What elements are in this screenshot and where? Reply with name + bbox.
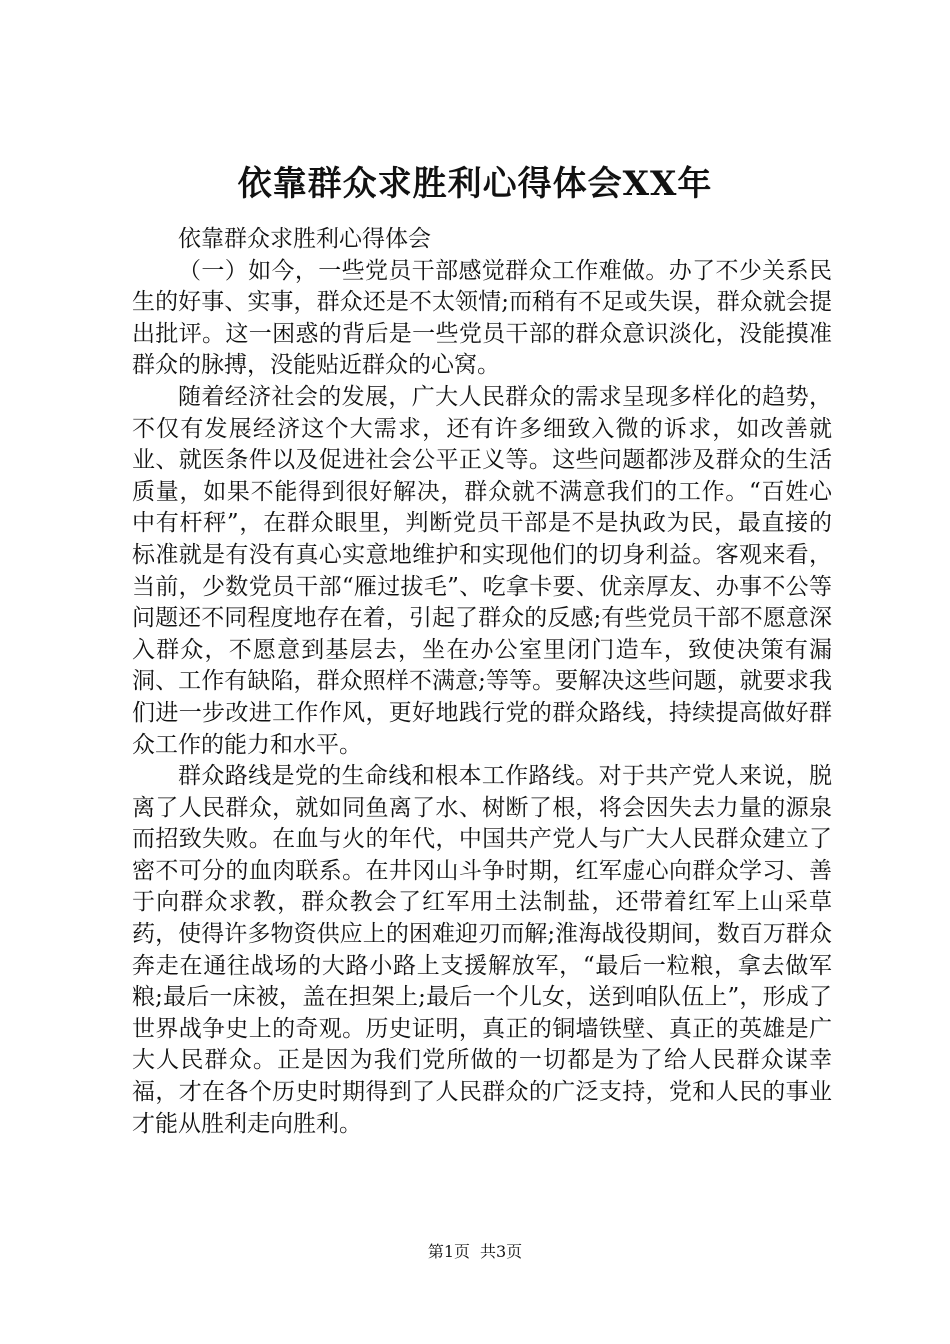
paragraph-3: 群众路线是党的生命线和根本工作路线。对于共产党人来说，脱离了人民群众，就如同鱼离了水、树断了根，将会因失去力量的源泉而招致失败。在血与火的年代，中国共产党人与广大人民群众建立了密不可分的血肉联系。在井冈山斗争时期，红军虚心向群众学习、善于向群众求教，群众教会了红军用土法制盐，还带着红军上山采草药，使得许多物资供应上的困难迎刃而解;淮海战役期间，数百万群众奔走在通往战场的大路小路上支援解放军，“最后一粒粮，拿去做军粮;最后一床被，盖在担架上;最后一个儿女，送到咱队伍上”，形成了世界战争史上的奇观。历史证明，真正的铜墙铁壁、真正的英雄是广大人民群众。正是因为我们党所做的一切都是为了给人民群众谋幸福，才在各个历史时期得到了人民群众的广泛支持，党和人民的事业才能从胜利走向胜利。: [132, 763, 832, 1137]
document-title: 依靠群众求胜利心得体会XX年: [237, 164, 713, 204]
document-body: [132, 224, 832, 1140]
document-subtitle: 依靠群众求胜利心得体会: [178, 226, 431, 252]
page-footer: [0, 1242, 950, 1262]
paragraph-1: （一）如今，一些党员干部感觉群众工作难做。办了不少关系民生的好事、实事，群众还是不太领情;而稍有不足或失误，群众就会提出批评。这一困惑的背后是一些党员干部的群众意识淡化，没能摸准群众的脉搏，没能贴近群众的心窝。: [132, 257, 832, 379]
page-number: 第1页: [427, 1242, 470, 1261]
paragraph-2: 随着经济社会的发展，广大人民群众的需求呈现多样化的趋势，不仅有发展经济这个大需求，还有许多细致入微的诉求，如改善就业、就医条件以及促进社会公平正义等。这些问题都涉及群众的生活质量，如果不能得到很好解决，群众就不满意我们的工作。“百姓心中有杆秤”，在群众眼里，判断党员干部是不是执政为民，最直接的标准就是有没有真心实意地维护和实现他们的切身利益。客观来看，当前，少数党员干部“雁过拔毛”、吃拿卡要、优亲厚友、办事不公等问题还不同程度地存在着，引起了群众的反感;有些党员干部不愿意深入群众，不愿意到基层去，坐在办公室里闭门造车，致使决策有漏洞、工作有缺陷，群众照样不满意;等等。要解决这些问题，就要求我们进一步改进工作作风，更好地践行党的群众路线，持续提高做好群众工作的能力和水平。: [132, 383, 832, 758]
page-total: 共3页: [480, 1242, 523, 1261]
